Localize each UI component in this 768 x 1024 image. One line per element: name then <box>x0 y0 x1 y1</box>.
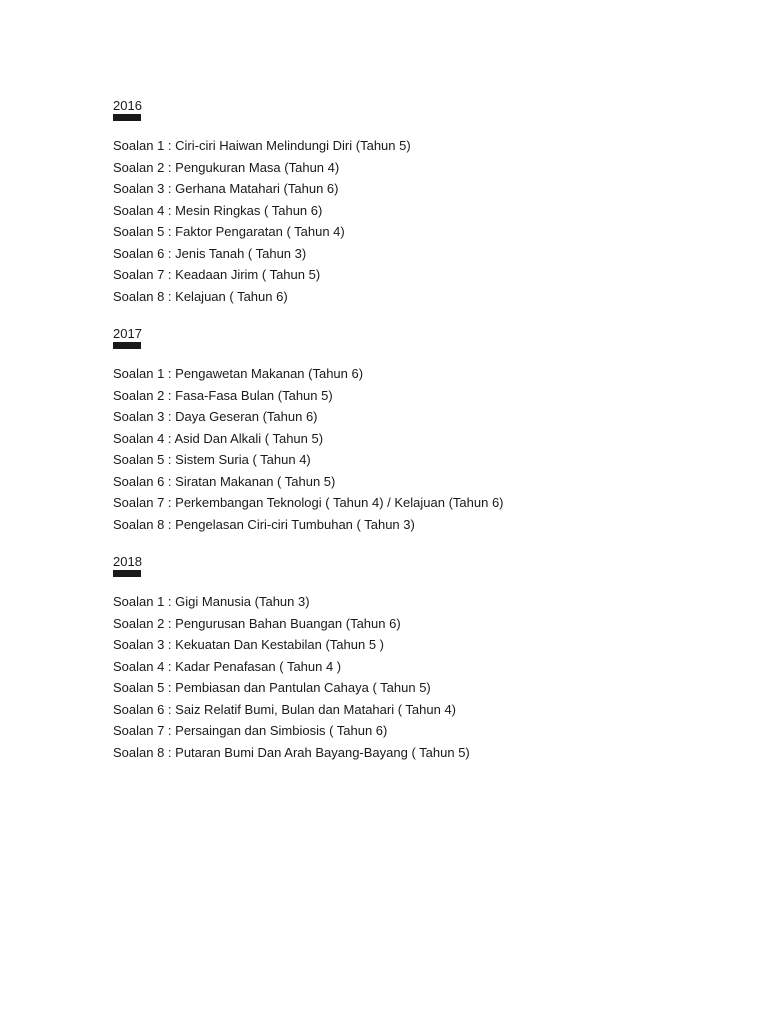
year-heading: 2018 <box>113 554 142 569</box>
question-item: Soalan 3 : Daya Geseran (Tahun 6) <box>113 409 318 424</box>
year-underline-bar <box>113 342 141 349</box>
question-item: Soalan 5 : Sistem Suria ( Tahun 4) <box>113 452 311 467</box>
document-page <box>113 97 733 763</box>
question-item: Soalan 7 : Perkembangan Teknologi ( Tahun 4) / Kelajuan (Tahun 6) <box>113 495 504 510</box>
question-item: Soalan 6 : Saiz Relatif Bumi, Bulan dan Matahari ( Tahun 4) <box>113 701 457 717</box>
year-section-2017 <box>113 325 733 535</box>
question-list <box>113 363 733 535</box>
question-item: Soalan 5 : Pembiasan dan Pantulan Cahaya ( Tahun 5) <box>113 680 431 695</box>
year-section-2018 <box>113 553 733 763</box>
question-item: Soalan 6 : Jenis Tanah ( Tahun 3) <box>113 245 307 261</box>
question-item: Soalan 1 : Pengawetan Makanan (Tahun 6) <box>113 366 364 381</box>
question-item: Soalan 1 : Gigi Manusia (Tahun 3) <box>113 594 310 609</box>
question-item: Soalan 2 : Fasa-Fasa Bulan (Tahun 5) <box>113 387 333 403</box>
year-underline-bar <box>113 114 141 121</box>
question-list <box>113 591 733 763</box>
question-item: Soalan 4 : Mesin Ringkas ( Tahun 6) <box>113 202 323 218</box>
question-item: Soalan 8 : Putaran Bumi Dan Arah Bayang-Bayang ( Tahun 5) <box>113 744 470 760</box>
question-item: Soalan 1 : Ciri-ciri Haiwan Melindungi Diri (Tahun 5) <box>113 138 411 153</box>
question-item: Soalan 8 : Pengelasan Ciri-ciri Tumbuhan ( Tahun 3) <box>113 516 415 532</box>
question-item: Soalan 4 : Asid Dan Alkali ( Tahun 5) <box>113 430 324 446</box>
question-item: Soalan 3 : Kekuatan Dan Kestabilan (Tahun 5 ) <box>113 637 385 652</box>
year-heading: 2016 <box>113 98 142 113</box>
question-item: Soalan 5 : Faktor Pengaratan ( Tahun 4) <box>113 224 345 239</box>
question-list <box>113 135 733 307</box>
year-heading: 2017 <box>113 326 142 341</box>
question-item: Soalan 7 : Keadaan Jirim ( Tahun 5) <box>113 267 321 282</box>
question-item: Soalan 6 : Siratan Makanan ( Tahun 5) <box>113 473 336 489</box>
question-item: Soalan 2 : Pengurusan Bahan Buangan (Tahun 6) <box>113 615 401 631</box>
year-underline-bar <box>113 570 141 577</box>
question-item: Soalan 2 : Pengukuran Masa (Tahun 4) <box>113 159 340 175</box>
question-item: Soalan 8 : Kelajuan ( Tahun 6) <box>113 288 288 304</box>
year-section-2016 <box>113 97 733 307</box>
question-item: Soalan 7 : Persaingan dan Simbiosis ( Tahun 6) <box>113 723 388 738</box>
question-item: Soalan 3 : Gerhana Matahari (Tahun 6) <box>113 181 339 196</box>
question-item: Soalan 4 : Kadar Penafasan ( Tahun 4 ) <box>113 658 342 674</box>
